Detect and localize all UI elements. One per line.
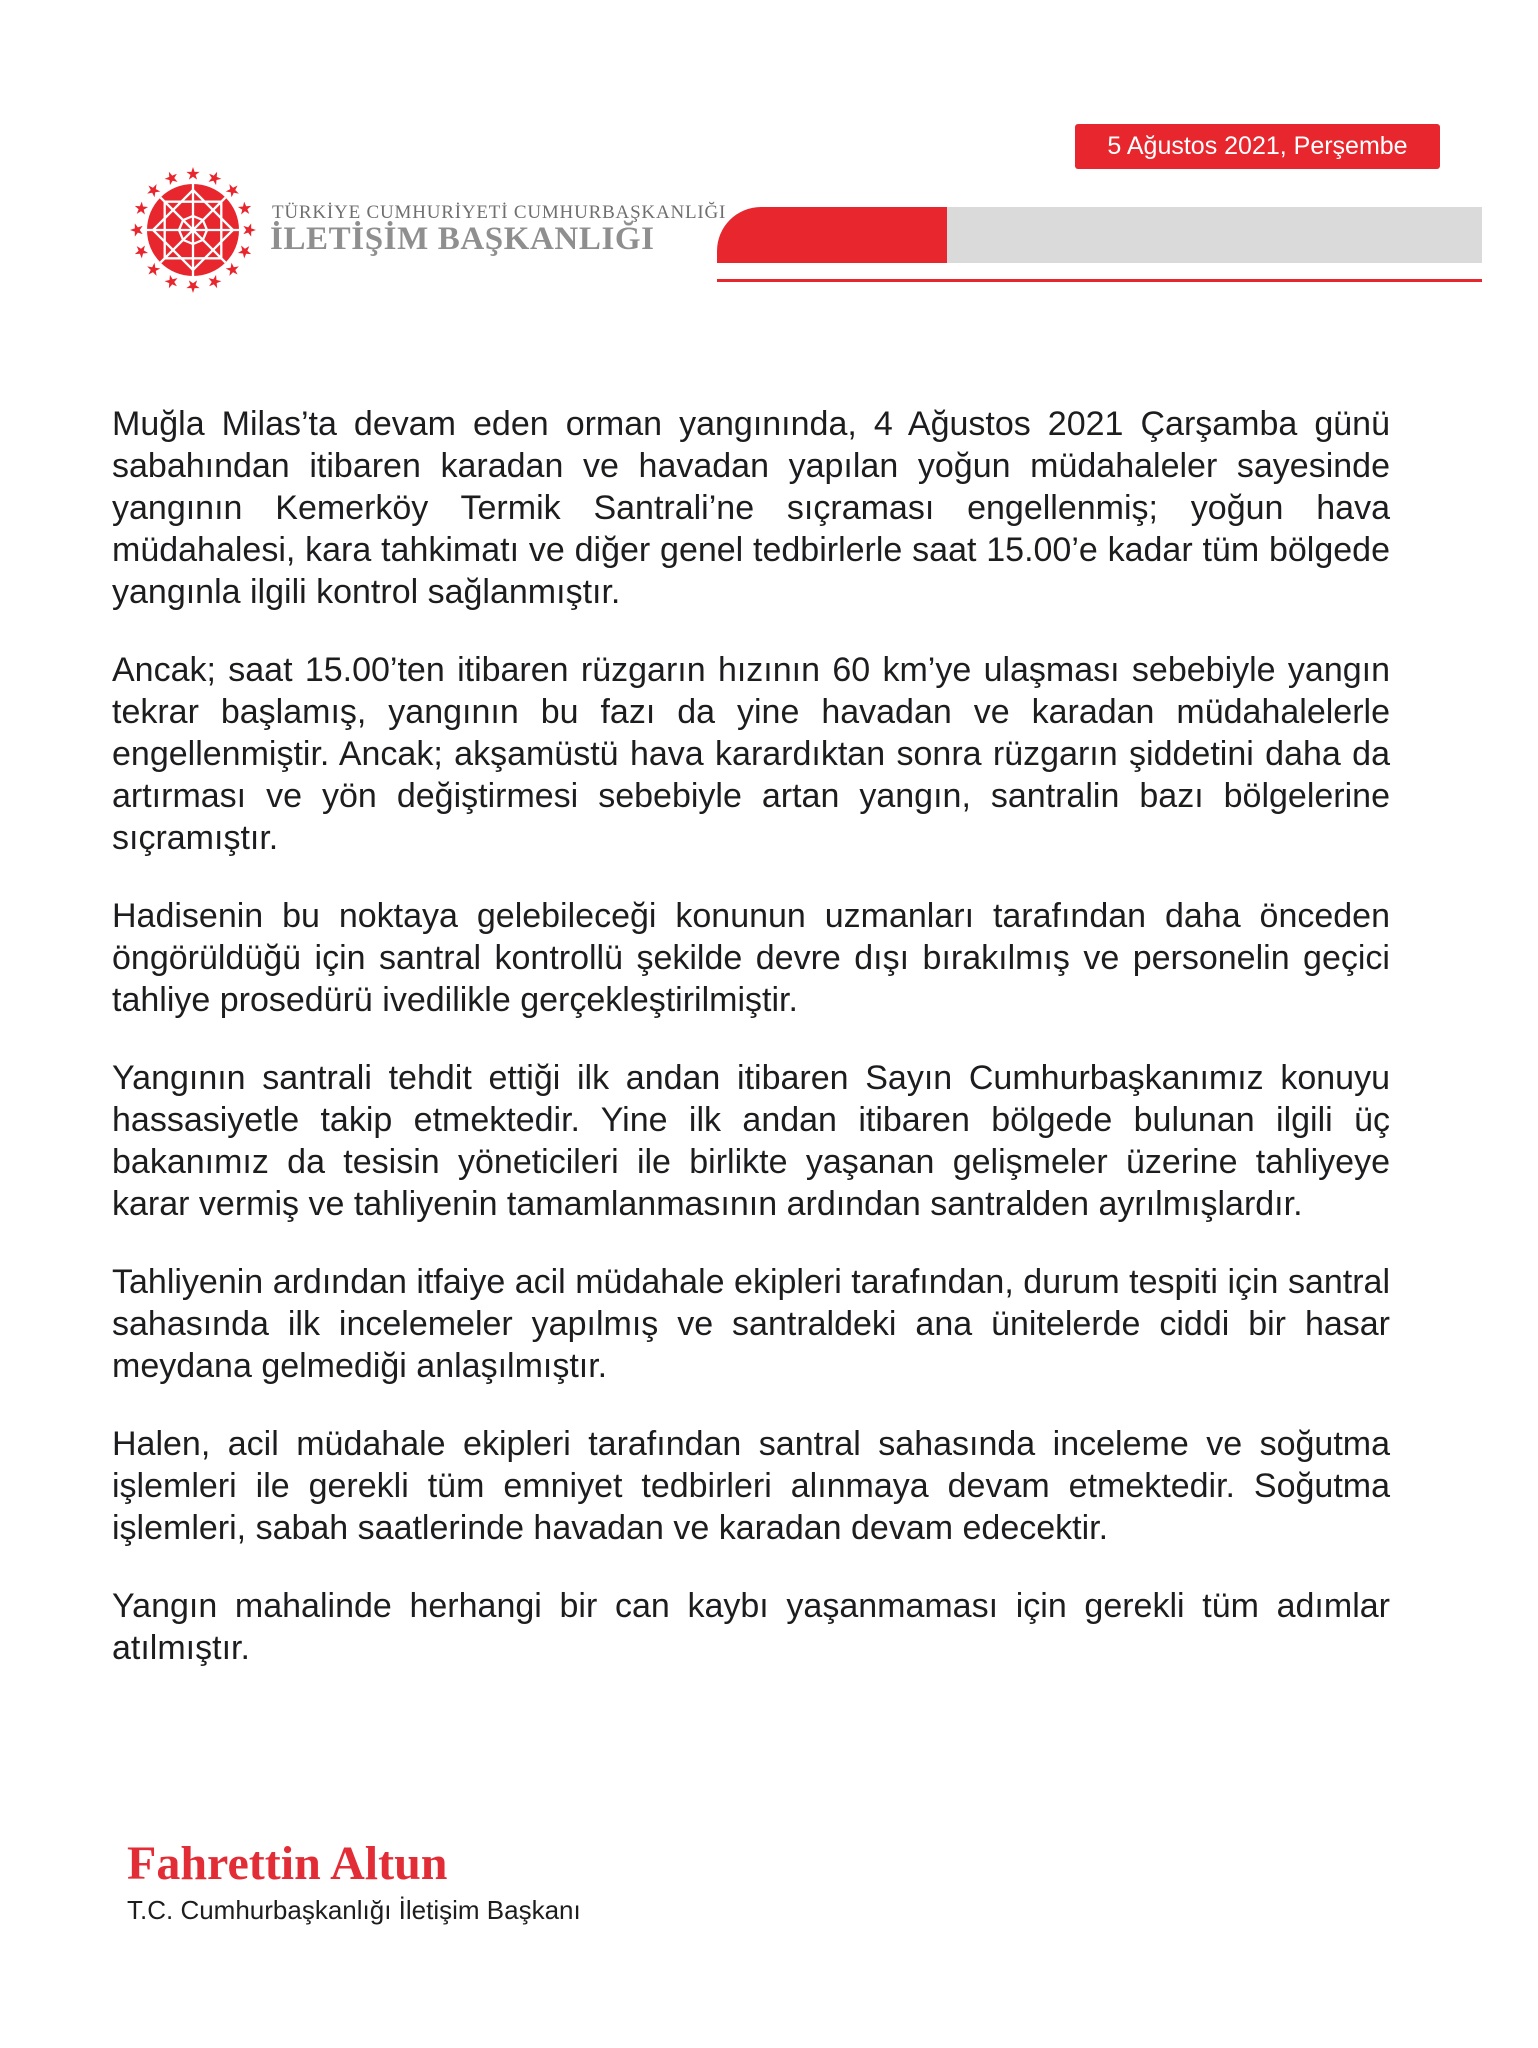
signature-title: T.C. Cumhurbaşkanlığı İletişim Başkanı xyxy=(127,1895,581,1925)
body-paragraph: Yangının santrali tehdit ettiği ilk andan itibaren Sayın Cumhurbaşkanımız konuyu hassasiyetle takip etmektedir. Yine ilk andan itibaren bölgede bulunan ilgili üç bakanımız da tesisin yöneticileri ile birlikte yaşanan gelişmeler üzerine tahliyeye karar vermiş ve tahliyenin tamamlanmasının ardından santralden ayrılmışlardır. xyxy=(112,1059,1390,1223)
presidency-emblem-icon xyxy=(129,166,257,294)
date-badge-label: 5 Ağustos 2021, Perşembe xyxy=(1107,132,1408,160)
signature-name: Fahrettin Altun xyxy=(127,1837,448,1890)
date-badge xyxy=(1075,124,1440,169)
body-paragraph: Yangın mahalinde herhangi bir can kaybı yaşanmaması için gerekli tüm adımlar atılmıştır. xyxy=(112,1587,1390,1667)
statement-body xyxy=(112,403,1390,1705)
body-paragraph: Hadisenin bu noktaya gelebileceği konunun uzmanları tarafından daha önceden öngörüldüğü için santral kontrollü şekilde devre dışı bırakılmış ve personelin geçici tahliye prosedürü ivedilikle gerçekleştirilmiştir. xyxy=(112,897,1390,1019)
signature-block xyxy=(127,1838,581,1925)
body-paragraph: Halen, acil müdahale ekipleri tarafından santral sahasında inceleme ve soğutma işlemleri ile gerekli tüm emniyet tedbirleri alınmaya devam etmektedir. Soğutma işlemleri, sabah saatlerinde havadan ve karadan devam edecektir. xyxy=(112,1425,1390,1547)
body-paragraph: Ancak; saat 15.00’ten itibaren rüzgarın hızının 60 km’ye ulaşması sebebiyle yangın tekrar başlamış, yangının bu fazı da yine havadan ve karadan müdahalelerle engellenmiştir. Ancak; akşamüstü hava karardıktan sonra rüzgarın şiddetini daha da artırması ve yön değiştirmesi sebebiyle artan yangın, santralin bazı bölgelerine sıçramıştır. xyxy=(112,651,1390,857)
header-bar-red-segment xyxy=(717,207,947,263)
org-name-line1: TÜRKİYE CUMHURİYETİ CUMHURBAŞKANLIĞI xyxy=(272,202,727,223)
header-bar-underline xyxy=(717,279,1482,282)
org-name-line2: İLETİŞİM BAŞKANLIĞI xyxy=(270,221,655,257)
body-paragraph: Tahliyenin ardından itfaiye acil müdahale ekipleri tarafından, durum tespiti için santral sahasında ilk incelemeler yapılmış ve santraldeki ana ünitelerde ciddi bir hasar meydana gelmediği anlaşılmıştır. xyxy=(112,1263,1390,1385)
body-paragraph: Muğla Milas’ta devam eden orman yangınında, 4 Ağustos 2021 Çarşamba günü sabahından itibaren karadan ve havadan yapılan yoğun müdahaleler sayesinde yangının Kemerköy Termik Santrali’ne sıçraması engellenmiş; yoğun hava müdahalesi, kara tahkimatı ve diğer genel tedbirlerle saat 15.00’e kadar tüm bölgede yangınla ilgili kontrol sağlanmıştır. xyxy=(112,405,1390,611)
header-bar-gray-segment xyxy=(947,207,1482,263)
